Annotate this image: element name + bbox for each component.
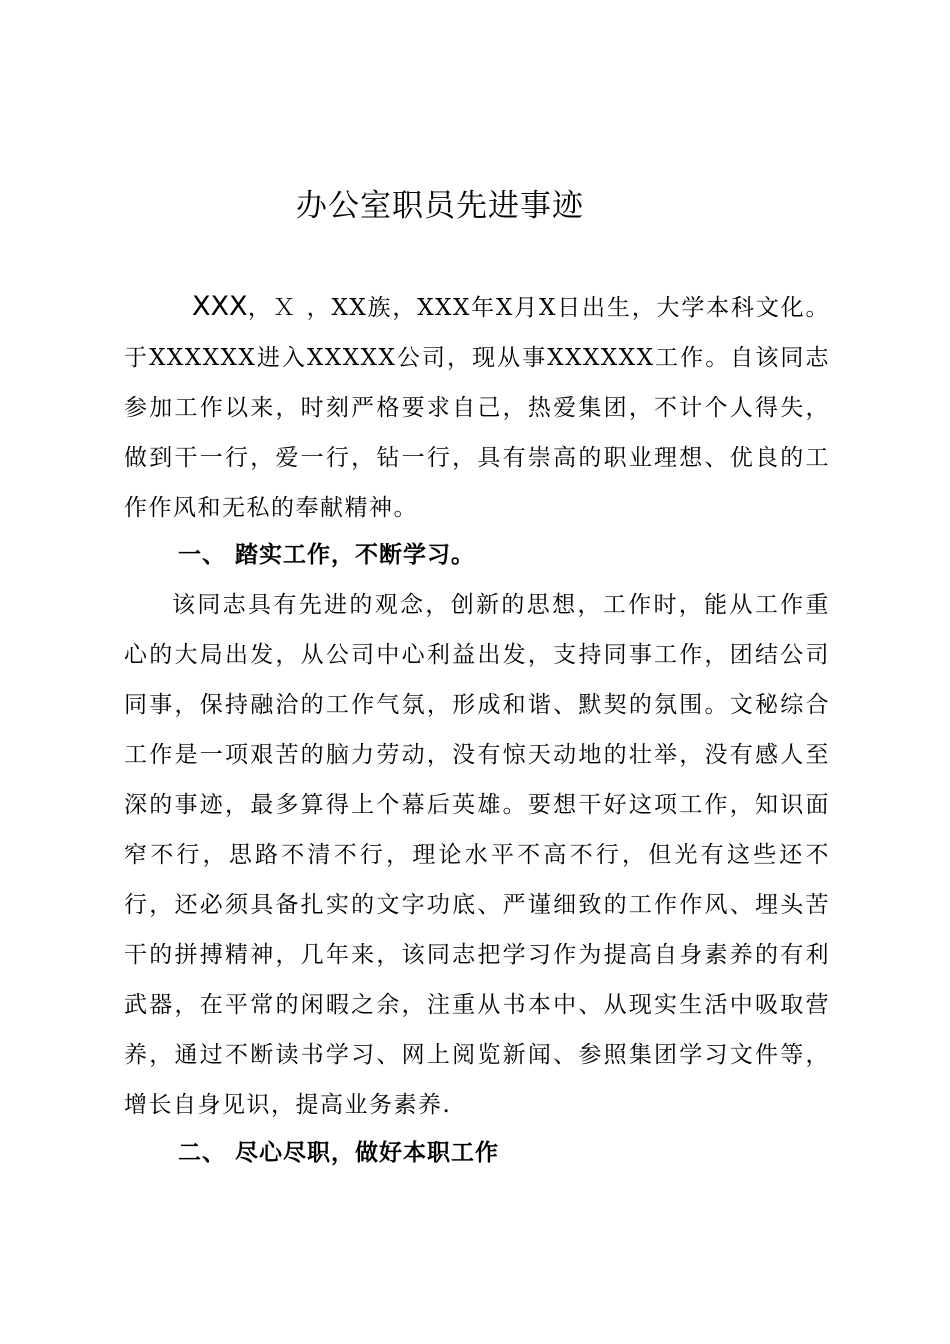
intro-text: ，Ｘ ，XX族，XXX年X月X日出生，大学本科文化。于XXXXXX进入XXXXX公司，现从事XXXXXX工作。自该同志参加工作以来，时刻严格要求自己，热爱集团，不计个人得失，做到干一行，爱一行，钻一行，具有崇高的职业理想、优良的工作作风和无私的奉献精神。 (124, 295, 830, 521)
document-title: 办公室职员先进事迹 (296, 188, 584, 224)
person-placeholder-name: XXX (192, 291, 248, 322)
section-1-paragraph: 该同志具有先进的观念，创新的思想，工作时，能从工作重心的大局出发，从公司中心利益出发，支持同事工作，团结公司同事，保持融洽的工作气氛，形成和谐、默契的氛围。文秘综合工作是一项艰苦的脑力劳动，没有惊天动地的壮举，没有感人至深的事迹，最多算得上个幕后英雄。要想干好这项工作，知识面窄不行，思路不清不行，理论水平不高不行，但光有这些还不行，还必须具备扎实的文字功底、严谨细致的工作作风、埋头苦干的拼搏精神，几年来，该同志把学习作为提高自身素养的有利武器，在平常的闲暇之余，注重从书本中、从现实生活中吸取营养，通过不断读书学习、网上阅览新闻、参照集团学习文件等，增长自身见识，提高业务素养. (124, 592, 830, 1118)
section-heading-1: 一、 踏实工作，不断学习。 (178, 542, 476, 568)
section-heading-2: 二、 尽心尽职，做好本职工作 (178, 1140, 500, 1166)
intro-paragraph (124, 282, 830, 533)
